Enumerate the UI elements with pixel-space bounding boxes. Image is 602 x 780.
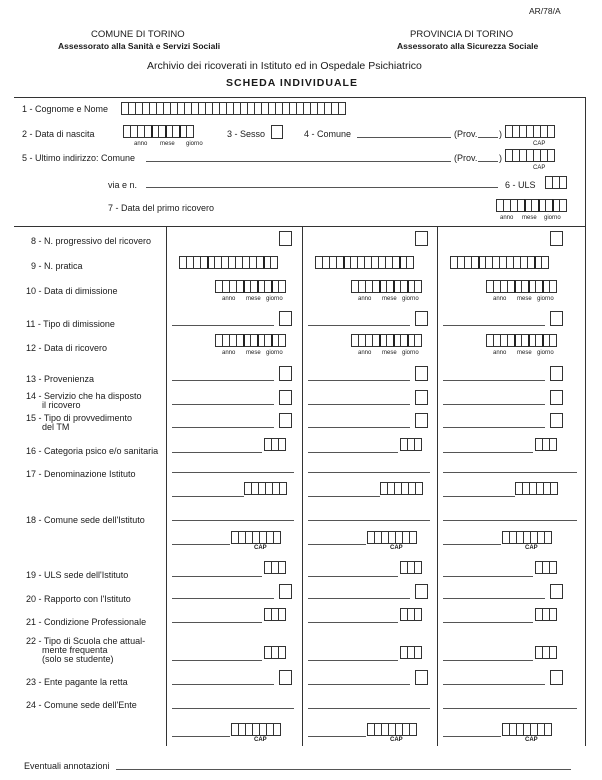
row-label-14a: 14 - Servizio che ha disposto (26, 391, 142, 401)
row-label-19: 19 - ULS sede dell'Istituto (26, 570, 129, 580)
comune-line[interactable] (357, 137, 451, 138)
char-cell[interactable] (549, 280, 557, 293)
col-divider-2 (302, 226, 303, 746)
row-label-13: 13 - Provenienza (26, 374, 95, 384)
birth-giorno: giorno (186, 141, 203, 147)
entry-line[interactable] (443, 427, 545, 428)
prov-line-2[interactable] (478, 161, 498, 162)
entry-line[interactable] (172, 496, 244, 497)
entry-line[interactable] (308, 684, 410, 685)
dimissione-date-boxes[interactable] (352, 280, 422, 293)
ente-pagante-box[interactable] (415, 670, 428, 685)
char-cell[interactable] (278, 438, 286, 451)
entry-line[interactable] (443, 684, 545, 685)
entry-line[interactable] (172, 736, 230, 737)
entry-line[interactable] (443, 404, 545, 405)
provenienza-box[interactable] (415, 366, 428, 381)
uls-istituto-boxes[interactable] (536, 561, 557, 574)
prov-line-1[interactable] (478, 137, 498, 138)
form-title: SCHEDA INDIVIDUALE (226, 77, 358, 89)
date-mese-label: mese (382, 350, 397, 356)
left-header-subtitle: Assessorato alla Sanità e Servizi Sociali (58, 41, 221, 51)
right-header-title: PROVINCIA DI TORINO (410, 29, 514, 40)
date-anno-label: anno (358, 350, 372, 356)
entry-line[interactable] (172, 325, 274, 326)
entry-line[interactable] (172, 684, 274, 685)
date-mese-label: mese (246, 350, 261, 356)
uls-istituto-boxes[interactable] (401, 561, 422, 574)
birth-mese: mese (160, 141, 175, 147)
row-label-8: 8 - N. progressivo del ricovero (31, 236, 152, 246)
categoria-boxes[interactable] (536, 438, 557, 451)
date-mese-label: mese (246, 296, 261, 302)
char-cell[interactable] (414, 280, 422, 293)
char-cell[interactable] (547, 149, 555, 162)
pratica-boxes[interactable] (316, 256, 414, 269)
char-cell[interactable] (544, 531, 552, 544)
ricovero-date-boxes[interactable] (216, 334, 286, 347)
dimissione-date-boxes[interactable] (216, 280, 286, 293)
first-admission-boxes[interactable] (497, 199, 567, 212)
entry-line[interactable] (172, 452, 262, 453)
birth-date-boxes[interactable] (124, 125, 194, 138)
char-cell[interactable] (550, 482, 558, 495)
label-sesso: 3 - Sesso (227, 129, 266, 139)
row-label-11: 11 - Tipo di dimissione (26, 319, 115, 329)
entry-line[interactable] (443, 472, 577, 473)
char-cell[interactable] (544, 723, 552, 736)
char-cell[interactable] (270, 256, 278, 269)
date-anno-label: anno (493, 350, 507, 356)
char-cell[interactable] (278, 608, 286, 621)
char-cell[interactable] (278, 280, 286, 293)
entry-line[interactable] (443, 736, 501, 737)
first-mese: mese (522, 215, 537, 221)
right-rule-top (585, 97, 586, 227)
entry-line[interactable] (443, 660, 533, 661)
entry-line[interactable] (443, 544, 501, 545)
istituto-boxes[interactable] (381, 482, 423, 495)
char-cell[interactable] (278, 646, 286, 659)
birth-anno: anno (134, 141, 148, 147)
entry-line[interactable] (172, 598, 274, 599)
char-cell[interactable] (409, 531, 417, 544)
row-label-10: 10 - Data di dimissione (26, 286, 118, 296)
dimission-type-box[interactable] (279, 311, 292, 326)
row-label-15a: 15 - Tipo di provvedimento (26, 413, 133, 423)
uls-boxes[interactable] (546, 176, 567, 189)
row-label-20: 20 - Rapporto con l'Istituto (26, 594, 131, 604)
entry-line[interactable] (308, 325, 410, 326)
entry-line[interactable] (308, 452, 398, 453)
label-uls: 6 - ULS (505, 180, 536, 190)
comune-ente-cap-boxes[interactable] (503, 723, 552, 736)
char-cell[interactable] (186, 125, 194, 138)
sesso-box[interactable] (271, 125, 283, 139)
entry-line[interactable] (172, 576, 262, 577)
dimission-type-box[interactable] (550, 311, 563, 326)
prov-close-1: ) (499, 129, 502, 139)
entry-line[interactable] (443, 380, 545, 381)
categoria-boxes[interactable] (401, 438, 422, 451)
col-divider-3 (437, 226, 438, 746)
row-label-15b: del TM (42, 422, 70, 432)
label-ultimo-indirizzo: 5 - Ultimo indirizzo: Comune (22, 153, 136, 163)
condizione-boxes[interactable] (265, 608, 286, 621)
pratica-boxes[interactable] (451, 256, 549, 269)
comune-ente-cap-boxes[interactable] (232, 723, 281, 736)
row-label-18: 18 - Comune sede dell'Istituto (26, 515, 145, 525)
label-via: via e n. (108, 180, 138, 190)
row-label-23: 23 - Ente pagante la retta (26, 677, 128, 687)
rapporto-box[interactable] (279, 584, 292, 599)
document-code: AR/78/A (529, 6, 561, 16)
servizio-box[interactable] (550, 390, 563, 405)
char-cell[interactable] (273, 531, 281, 544)
entry-line[interactable] (308, 708, 430, 709)
ricovero-date-boxes[interactable] (487, 334, 557, 347)
first-giorno: giorno (544, 215, 561, 221)
entry-line[interactable] (443, 708, 577, 709)
char-cell[interactable] (279, 482, 287, 495)
rapporto-box[interactable] (415, 584, 428, 599)
entry-line[interactable] (308, 472, 430, 473)
entry-line[interactable] (443, 576, 533, 577)
date-giorno-label: giorno (266, 350, 283, 356)
cap-boxes-2[interactable] (506, 149, 555, 162)
label-comune: 4 - Comune (304, 129, 352, 139)
char-cell[interactable] (406, 256, 414, 269)
row-label-22c: (solo se studente) (42, 654, 114, 664)
categoria-boxes[interactable] (265, 438, 286, 451)
provenienza-box[interactable] (550, 366, 563, 381)
label-cognome-nome: 1 - Cognome e Nome (22, 104, 109, 114)
char-cell[interactable] (549, 334, 557, 347)
label-primo-ricovero: 7 - Data del primo ricovero (108, 203, 215, 213)
entry-line[interactable] (308, 622, 398, 623)
entry-line[interactable] (172, 660, 262, 661)
date-mese-label: mese (517, 296, 532, 302)
date-giorno-label: giorno (402, 350, 419, 356)
uls-istituto-boxes[interactable] (265, 561, 286, 574)
annotations-label: Eventuali annotazioni (24, 761, 110, 771)
col-divider-4 (585, 226, 586, 746)
top-rule (14, 97, 586, 98)
first-anno: anno (500, 215, 514, 221)
provvedimento-box[interactable] (415, 413, 428, 428)
char-cell[interactable] (414, 646, 422, 659)
entry-line[interactable] (172, 544, 230, 545)
entry-line[interactable] (172, 404, 274, 405)
date-mese-label: mese (382, 296, 397, 302)
scuola-boxes[interactable] (265, 646, 286, 659)
entry-line[interactable] (443, 520, 577, 521)
entry-line[interactable] (308, 598, 410, 599)
entry-line[interactable] (172, 622, 262, 623)
provvedimento-box[interactable] (550, 413, 563, 428)
entry-line[interactable] (308, 520, 430, 521)
cap-label-2: CAP (533, 165, 546, 171)
comune-istituto-cap-boxes[interactable] (232, 531, 281, 544)
label-data-nascita: 2 - Data di nascita (22, 129, 95, 139)
cap-label: CAP (390, 737, 403, 743)
entry-line[interactable] (308, 544, 366, 545)
row-label-21: 21 - Condizione Professionale (26, 617, 147, 627)
name-boxes[interactable] (122, 102, 346, 115)
comune-ente-cap-boxes[interactable] (368, 723, 417, 736)
char-cell[interactable] (549, 561, 557, 574)
char-cell[interactable] (414, 334, 422, 347)
entry-line[interactable] (308, 736, 366, 737)
date-giorno-label: giorno (537, 296, 554, 302)
char-cell[interactable] (541, 256, 549, 269)
entry-line[interactable] (308, 404, 410, 405)
cap-label: CAP (525, 545, 538, 551)
scuola-boxes[interactable] (536, 646, 557, 659)
row-label-22a: 22 - Tipo di Scuola che attual- (26, 636, 146, 646)
provenienza-box[interactable] (279, 366, 292, 381)
ricovero-date-boxes[interactable] (352, 334, 422, 347)
entry-line[interactable] (172, 427, 274, 428)
servizio-box[interactable] (415, 390, 428, 405)
cap-label: CAP (254, 545, 267, 551)
prov-label-2: (Prov. (454, 153, 478, 163)
prov-label-1: (Prov. (454, 129, 478, 139)
char-cell[interactable] (414, 438, 422, 451)
char-cell[interactable] (278, 334, 286, 347)
entry-line[interactable] (308, 427, 410, 428)
row-label-16: 16 - Categoria psico e/o sanitaria (26, 446, 159, 456)
char-cell[interactable] (414, 608, 422, 621)
row-label-12: 12 - Data di ricovero (26, 343, 108, 353)
progressive-number-box[interactable] (415, 231, 428, 246)
via-line[interactable] (146, 187, 498, 188)
provvedimento-box[interactable] (279, 413, 292, 428)
char-cell[interactable] (559, 199, 567, 212)
col-divider-1 (166, 226, 167, 746)
istituto-boxes[interactable] (516, 482, 558, 495)
char-cell[interactable] (549, 438, 557, 451)
servizio-box[interactable] (279, 390, 292, 405)
cap-label: CAP (254, 737, 267, 743)
char-cell[interactable] (409, 723, 417, 736)
comune-istituto-cap-boxes[interactable] (503, 531, 552, 544)
char-cell[interactable] (273, 723, 281, 736)
table-top-rule (14, 226, 586, 227)
row-label-14b: il ricovero (42, 400, 81, 410)
right-header-subtitle: Assessorato alla Sicurezza Sociale (397, 41, 539, 51)
entry-line[interactable] (308, 496, 380, 497)
row-label-9: 9 - N. pratica (31, 261, 83, 271)
entry-line[interactable] (308, 576, 398, 577)
date-giorno-label: giorno (537, 350, 554, 356)
cap-boxes-1[interactable] (506, 125, 555, 138)
cap-label-1: CAP (533, 141, 546, 147)
row-label-22b: mente frequenta (42, 645, 108, 655)
dimissione-date-boxes[interactable] (487, 280, 557, 293)
row-label-24: 24 - Comune sede dell'Ente (26, 700, 137, 710)
entry-line[interactable] (172, 708, 294, 709)
comune-istituto-cap-boxes[interactable] (368, 531, 417, 544)
ente-pagante-box[interactable] (550, 670, 563, 685)
date-anno-label: anno (222, 350, 236, 356)
annotations-line[interactable] (116, 769, 571, 770)
dimission-type-box[interactable] (415, 311, 428, 326)
entry-line[interactable] (443, 496, 515, 497)
prov-close-2: ) (499, 153, 502, 163)
date-giorno-label: giorno (402, 296, 419, 302)
entry-line[interactable] (308, 660, 398, 661)
entry-line[interactable] (172, 472, 294, 473)
date-anno-label: anno (493, 296, 507, 302)
date-anno-label: anno (358, 296, 372, 302)
istituto-boxes[interactable] (245, 482, 287, 495)
left-header-title: COMUNE DI TORINO (91, 29, 185, 40)
char-cell[interactable] (559, 176, 567, 189)
char-cell[interactable] (549, 608, 557, 621)
char-cell[interactable] (414, 561, 422, 574)
entry-line[interactable] (443, 622, 533, 623)
char-cell[interactable] (415, 482, 423, 495)
entry-line[interactable] (308, 380, 410, 381)
entry-line[interactable] (443, 452, 533, 453)
entry-line[interactable] (172, 380, 274, 381)
progressive-number-box[interactable] (550, 231, 563, 246)
char-cell[interactable] (278, 561, 286, 574)
entry-line[interactable] (172, 520, 294, 521)
scuola-boxes[interactable] (401, 646, 422, 659)
char-cell[interactable] (547, 125, 555, 138)
pratica-boxes[interactable] (180, 256, 278, 269)
char-cell[interactable] (549, 646, 557, 659)
cap-label: CAP (525, 737, 538, 743)
ente-pagante-box[interactable] (279, 670, 292, 685)
archive-title: Archivio dei ricoverati in Istituto ed in Ospedale Psichiatrico (147, 60, 422, 72)
entry-line[interactable] (443, 598, 545, 599)
date-giorno-label: giorno (266, 296, 283, 302)
indirizzo-line[interactable] (146, 161, 451, 162)
date-anno-label: anno (222, 296, 236, 302)
progressive-number-box[interactable] (279, 231, 292, 246)
row-label-17: 17 - Denominazione Istituto (26, 469, 136, 479)
rapporto-box[interactable] (550, 584, 563, 599)
date-mese-label: mese (517, 350, 532, 356)
entry-line[interactable] (443, 325, 545, 326)
condizione-boxes[interactable] (401, 608, 422, 621)
condizione-boxes[interactable] (536, 608, 557, 621)
char-cell[interactable] (338, 102, 346, 115)
cap-label: CAP (390, 545, 403, 551)
